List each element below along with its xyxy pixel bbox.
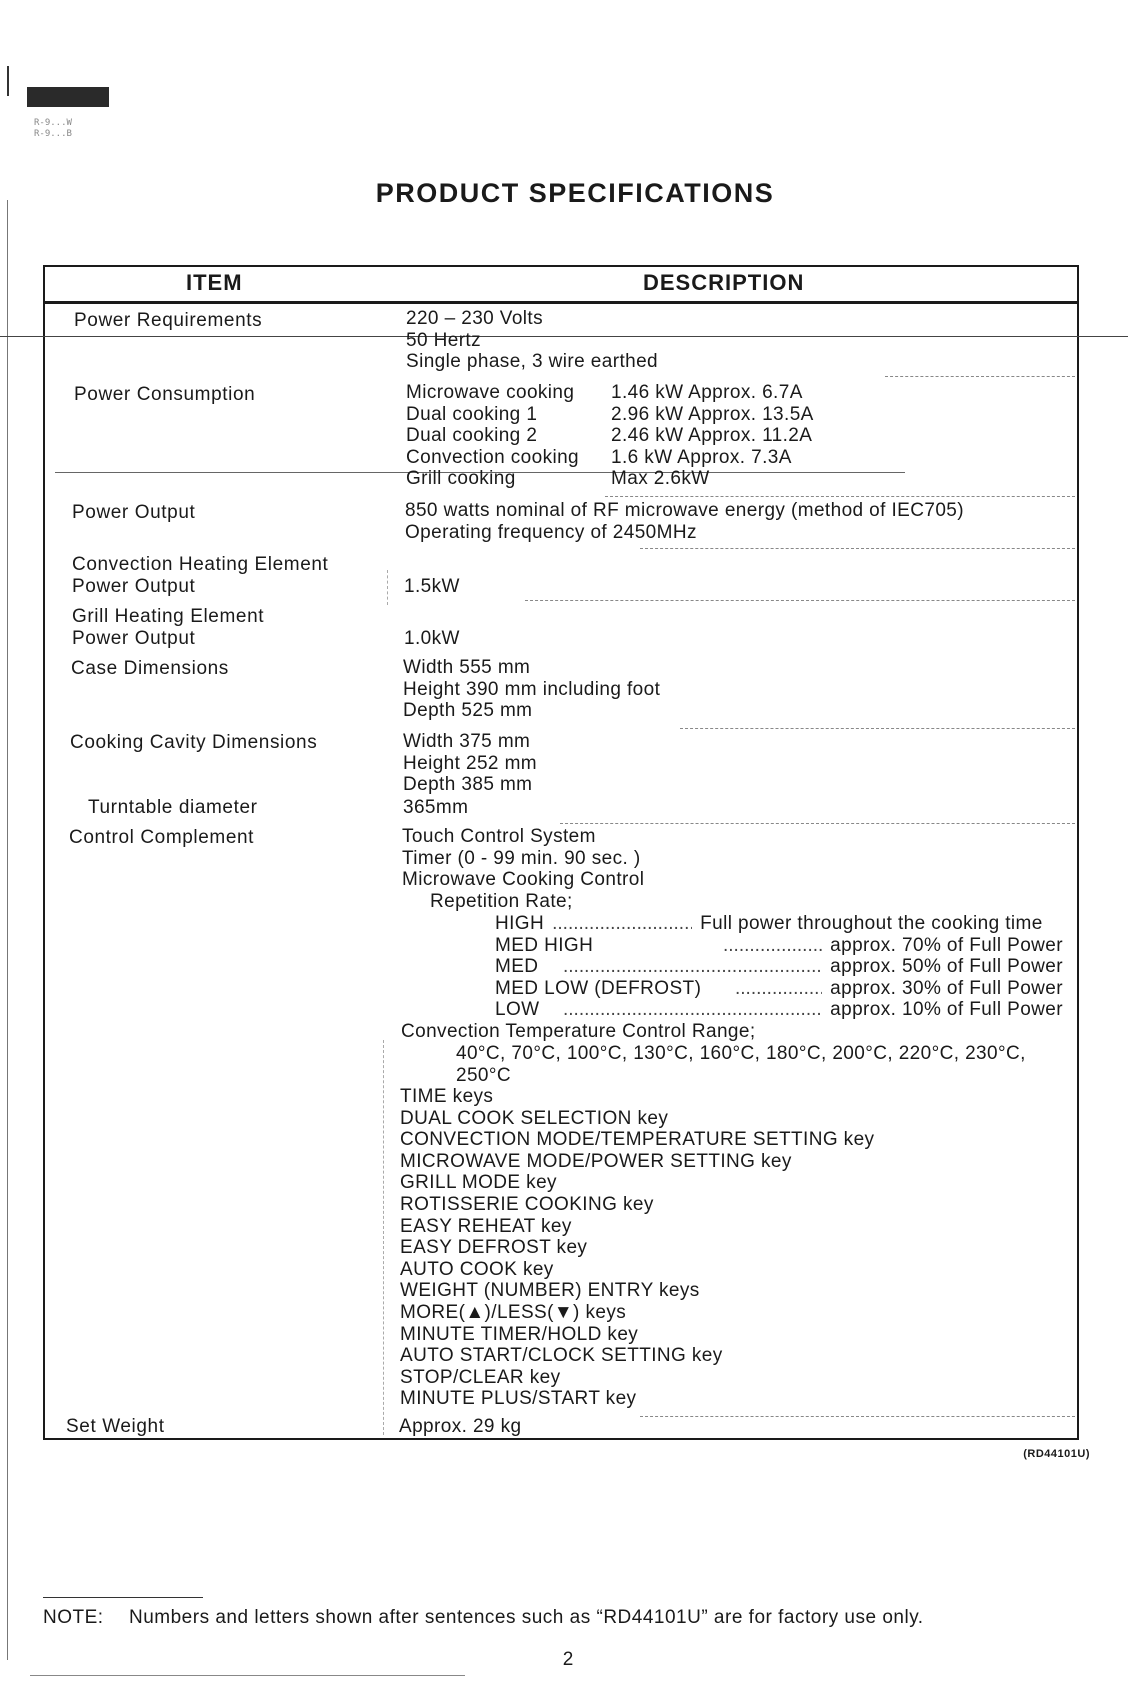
desc-line: 220 – 230 Volts <box>406 308 543 329</box>
repetition-rate-label: Repetition Rate; <box>430 891 573 912</box>
dot-leader <box>552 913 692 935</box>
desc-line: Operating frequency of 2450MHz <box>405 521 697 543</box>
key-item: AUTO COOK key <box>400 1258 554 1280</box>
separator <box>640 548 1075 550</box>
rate-level: MED <box>495 956 539 978</box>
key-item: MORE(▲)/LESS(▼) keys <box>400 1301 627 1323</box>
rate-row-med-low <box>495 978 1063 1000</box>
key-item: EASY REHEAT key <box>400 1215 572 1237</box>
header-code-line-2: R-9...B <box>34 129 72 139</box>
label-set-weight: Set Weight <box>66 1416 165 1437</box>
separator <box>640 1416 1075 1418</box>
desc-line: Height 252 mm <box>403 752 538 774</box>
desc-line: 50 Hertz <box>406 329 482 351</box>
separator <box>605 496 1075 498</box>
consumption-mode: Microwave cooking <box>406 382 575 403</box>
consumption-mode: Grill cooking <box>406 468 516 490</box>
desc-line: Touch Control System <box>402 826 596 847</box>
convection-range-values: 40°C, 70°C, 100°C, 130°C, 160°C, 180°C, 200°C, 220°C, 230°C, <box>456 1043 1026 1064</box>
desc-turntable: 365mm <box>403 797 469 818</box>
note-rule <box>43 1597 203 1598</box>
desc-line: Depth 525 mm <box>403 700 533 722</box>
consumption-value: Max 2.6kW <box>611 468 710 490</box>
consumption-mode: Convection cooking <box>406 446 580 468</box>
repetition-rates <box>495 913 1063 1021</box>
control-key-list <box>400 1086 874 1410</box>
desc-line: Width 555 mm <box>403 657 531 678</box>
desc-line: Depth 385 mm <box>403 774 533 796</box>
key-item: MINUTE PLUS/START key <box>400 1388 637 1410</box>
header-black-block <box>27 87 109 107</box>
consumption-row <box>406 425 814 447</box>
separator <box>387 570 389 605</box>
desc-line: Microwave Cooking Control <box>402 869 645 891</box>
label-grill-element <box>72 606 264 650</box>
separator <box>383 1040 385 1435</box>
convection-range-values-cont: 250°C <box>456 1065 512 1086</box>
bottom-rule <box>30 1675 465 1676</box>
key-item: TIME keys <box>400 1086 494 1107</box>
rate-row-med-high <box>495 935 1063 957</box>
label-power-consumption: Power Consumption <box>74 384 256 405</box>
key-item: WEIGHT (NUMBER) ENTRY keys <box>400 1280 700 1302</box>
consumption-row <box>406 468 814 490</box>
label-power-requirements: Power Requirements <box>74 310 263 331</box>
column-header-description: DESCRIPTION <box>643 270 805 295</box>
desc-power-requirements <box>406 308 658 373</box>
label-line: Power Output <box>72 576 196 597</box>
consumption-mode: Dual cooking 2 <box>406 425 538 447</box>
rate-row-med <box>495 956 1063 978</box>
label-case-dimensions: Case Dimensions <box>71 658 229 679</box>
desc-power-consumption <box>406 382 814 490</box>
consumption-row <box>406 404 814 426</box>
rate-value: approx. 70% of Full Power <box>830 934 1063 956</box>
margin-line <box>7 200 8 1660</box>
separator <box>560 823 1075 825</box>
rate-level: HIGH <box>495 913 545 934</box>
key-item: GRILL MODE key <box>400 1172 557 1194</box>
reference-code: (RD44101U) <box>1023 1448 1090 1460</box>
note-text: Numbers and letters shown after sentences such as “RD44101U” are for factory use only. <box>129 1607 924 1628</box>
dot-leader <box>563 999 822 1021</box>
rate-value: approx. 10% of Full Power <box>830 999 1063 1021</box>
consumption-value: 1.6 kW Approx. 7.3A <box>611 446 792 468</box>
key-item: STOP/CLEAR key <box>400 1366 561 1388</box>
rate-level: MED HIGH <box>495 934 594 956</box>
rate-level: MED LOW (DEFROST) <box>495 977 702 999</box>
desc-line: Single phase, 3 wire earthed <box>406 351 659 373</box>
consumption-value: 2.46 kW Approx. 11.2A <box>611 425 813 447</box>
key-item: MICROWAVE MODE/POWER SETTING key <box>400 1150 792 1172</box>
rate-value: approx. 30% of Full Power <box>830 977 1063 999</box>
footnote <box>43 1607 924 1629</box>
label-turntable: Turntable diameter <box>88 797 258 818</box>
desc-set-weight: Approx. 29 kg <box>399 1416 522 1437</box>
dot-leader <box>735 978 822 1000</box>
consumption-row <box>406 382 814 404</box>
separator <box>680 728 1075 730</box>
rate-row-high <box>495 913 1063 935</box>
desc-line: Height 390 mm including foot <box>403 678 661 700</box>
separator <box>885 376 1075 378</box>
table-header-rule <box>43 301 1079 304</box>
key-item: CONVECTION MODE/TEMPERATURE SETTING key <box>400 1129 875 1151</box>
consumption-mode: Dual cooking 1 <box>406 403 538 425</box>
convection-range-label: Convection Temperature Control Range; <box>401 1021 756 1042</box>
label-line: Convection Heating Element <box>72 554 329 575</box>
header-code-line-1: R-9...W <box>34 118 72 128</box>
desc-convection-element: 1.5kW <box>404 576 460 597</box>
desc-power-output <box>405 500 964 543</box>
desc-line: 850 watts nominal of RF microwave energy (method of IEC705) <box>405 500 965 521</box>
page-number: 2 <box>562 1649 574 1670</box>
rate-row-low <box>495 999 1063 1021</box>
rate-value: approx. 50% of Full Power <box>830 956 1063 978</box>
rate-value: Full power throughout the cooking time <box>700 913 1043 934</box>
column-header-item: ITEM <box>186 270 243 295</box>
label-power-output: Power Output <box>72 502 196 523</box>
label-control-complement: Control Complement <box>69 827 255 848</box>
margin-mark <box>7 66 9 96</box>
desc-case-dimensions <box>403 657 660 722</box>
consumption-row <box>406 447 814 469</box>
key-item: DUAL COOK SELECTION key <box>400 1107 669 1129</box>
separator <box>525 600 1075 602</box>
key-item: AUTO START/CLOCK SETTING key <box>400 1345 723 1367</box>
desc-control-top <box>402 826 644 891</box>
consumption-value: 1.46 kW Approx. 6.7A <box>611 382 803 403</box>
label-convection-element <box>72 554 328 598</box>
label-cavity-dimensions: Cooking Cavity Dimensions <box>70 732 318 753</box>
desc-cavity-dimensions <box>403 731 537 796</box>
header-model-codes <box>34 118 72 140</box>
rate-level: LOW <box>495 999 540 1021</box>
consumption-value: 2.96 kW Approx. 13.5A <box>611 403 814 425</box>
label-line: Grill Heating Element <box>72 606 265 627</box>
desc-line: Timer (0 - 99 min. 90 sec. ) <box>402 847 641 869</box>
note-tag: NOTE: <box>43 1607 104 1628</box>
dot-leader <box>563 956 822 978</box>
desc-grill-element: 1.0kW <box>404 628 460 649</box>
label-line: Power Output <box>72 628 196 649</box>
key-item: MINUTE TIMER/HOLD key <box>400 1323 639 1345</box>
desc-line: Width 375 mm <box>403 731 531 752</box>
dot-leader <box>723 935 822 957</box>
page-title: PRODUCT SPECIFICATIONS <box>375 178 775 208</box>
key-item: ROTISSERIE COOKING key <box>400 1193 654 1215</box>
key-item: EASY DEFROST key <box>400 1237 588 1259</box>
